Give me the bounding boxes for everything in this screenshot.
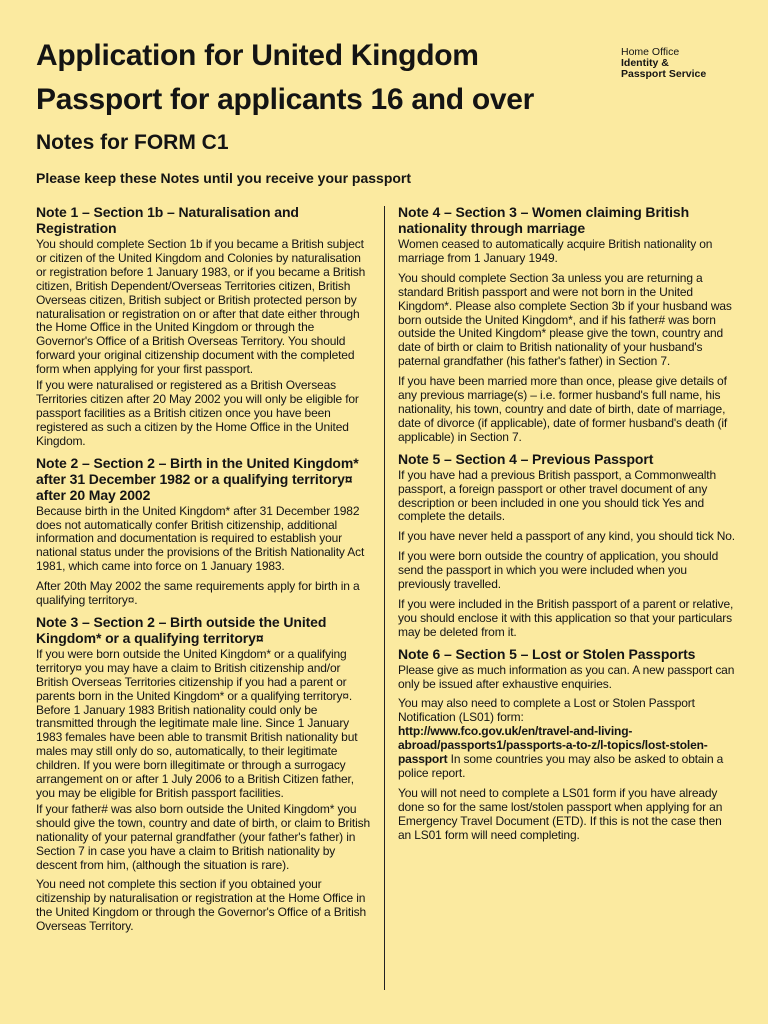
- note-5-paragraph-2: If you have never held a passport of any kind, you should tick No.: [398, 529, 735, 544]
- left-column: [36, 204, 370, 940]
- note-1: [36, 204, 370, 449]
- note-6-paragraph-1: Please give as much information as you can. A new passport can only be issued after exhaustive enquiries.: [398, 662, 735, 691]
- note-6-paragraph-2: [398, 697, 736, 780]
- note-3: [36, 614, 370, 934]
- note-1-paragraph-2: If you were naturalised or registered as a British Overseas Territories citizen after 20 May 2002 you will only be eligible for passport facilities as a British citizen once you have been registered as such a citizen by the Home Office in the United Kingdom.: [36, 378, 359, 448]
- note-4-paragraph-2: You should complete Section 3a unless you are returning a standard British passport and were not born in the United Kingdom*. Please also complete Section 3b if your husband was born outside the United Kingdom*, and if his father# was born outside the United Kingdom* please give the town, country and date of birth or claim to British nationality of your husband's paternal grandfather (his father's father) in Section 7.: [398, 270, 732, 369]
- note-2-paragraph-1: Because birth in the United Kingdom* after 31 December 1982 does not automatically confer British citizenship, additional information and documentation is required to establish your national status under the provisions of the British Nationality Act 1981, which came into force on 1 January 1983.: [36, 503, 365, 574]
- note-2-paragraph-2: After 20th May 2002 the same requirements apply for birth in a qualifying territory¤.: [36, 579, 360, 608]
- note-4: [398, 204, 736, 445]
- note-6-paragraph-2-after: In some countries you may also be asked to obtain a police report.: [398, 752, 724, 780]
- note-5-paragraph-3: If you were born outside the country of application, you should send the passport in which you were included when you previously travelled.: [398, 549, 719, 592]
- note-5-paragraph-4: If you were included in the British passport of a parent or relative, you should enclose it with this application so that your particulars may be deleted from it.: [398, 596, 734, 639]
- title-line-2: Passport for applicants 16 and over: [36, 83, 534, 116]
- note-1-paragraph-1: You should complete Section 1b if you became a British subject or citizen of the United Kingdom and Colonies by naturalisation or registration before 1 January 1983, or if you became a British citizen, British Dependent/Overseas Territories citizen, British Overseas citizen, British subject or British protected person by naturalisation or registration on or after that date either through the Home Office in the United Kingdom or through the Governor's Office of a British Overseas Territory. You should forward your original citizenship document with the completed form when applying for your first passport.: [36, 237, 366, 377]
- note-5-paragraph-1: If you have had a previous British passport, a Commonwealth passport, a foreign passport or other travel document of any description or been included in one you should tick Yes and complete the details.: [398, 467, 716, 524]
- note-4-paragraph-1: Women ceased to automatically acquire British nationality on marriage from 1 January 1949.: [398, 237, 713, 265]
- home-office-logo: [621, 47, 751, 80]
- note-2-heading: Note 2 – Section 2 – Birth in the United Kingdom* after 31 December 1982 or a qualifying territory¤ after 20 May 2002: [36, 454, 359, 503]
- page-title: [36, 34, 596, 122]
- note-5-heading: Note 5 – Section 4 – Previous Passport: [398, 450, 654, 467]
- logo-line-1: Home Office: [621, 46, 680, 58]
- logo-line-2: Identity &: [621, 57, 669, 69]
- note-6: [398, 646, 736, 843]
- note-3-paragraph-2: If your father# was also born outside the United Kingdom* you should give the town, country and date of birth, or claim to British nationality of your paternal grandfather (your father's father) in Section 7 in case you have a claim to British nationality by descent from him, (although the situation is rare).: [36, 801, 370, 872]
- note-3-paragraph-1: If you were born outside the United Kingdom* or a qualifying territory¤ you may have a claim to British citizenship and/or British Overseas Territories citizenship if you had a parent or parents born in the United Kingdom* or a qualifying territory¤. Before 1 January 1983 British nationality could only be transmitted through the legitimate male line. Since 1 January 1983 females have been able to transmit British nationality but males may still only do so, automatically, to their legitimate children. If you were born illegitimate or through a surrogacy arrangement on or after 1 July 2006 to a British Citizen father, you may be eligible for British passport facilities.: [36, 646, 358, 800]
- keep-notice: Please keep these Notes until you receive your passport: [36, 170, 412, 186]
- note-2: [36, 455, 370, 608]
- title-line-1: Application for United Kingdom: [36, 39, 479, 72]
- note-3-paragraph-3: You need not complete this section if you obtained your citizenship by naturalisation or registration at the Home Office in the United Kingdom or through the Governor's Office of a British Overseas Territory.: [36, 877, 366, 934]
- note-6-paragraph-2-text: You may also need to complete a Lost or Stolen Passport Notification (LS01) form:: [398, 696, 695, 725]
- note-3-heading: Note 3 – Section 2 – Birth outside the United Kingdom* or a qualifying territory¤: [36, 613, 327, 646]
- note-1-heading: Note 1 – Section 1b – Naturalisation and Registration: [36, 204, 299, 236]
- note-6-heading: Note 6 – Section 5 – Lost or Stolen Passports: [398, 645, 696, 662]
- right-column: [398, 204, 736, 849]
- column-divider: [384, 206, 385, 990]
- lost-stolen-passport-link[interactable]: http://www.fco.gov.uk/en/travel-and-living-abroad/passports1/passports-a-to-z/l-topics/lost-stolen-passport: [398, 724, 708, 767]
- note-4-heading: Note 4 – Section 3 – Women claiming British nationality through marriage: [398, 204, 690, 236]
- logo-line-3: Passport Service: [621, 68, 707, 80]
- note-5: [398, 451, 736, 640]
- note-6-paragraph-3: You will not need to complete a LS01 form if you have already done so for the same lost/stolen passport when applying for an Emergency Travel Document (ETD). If this is not the case then an LS01 form will need completing.: [398, 785, 723, 842]
- note-4-paragraph-3: If you have been married more than once, please give details of any previous marriage(s) – i.e. former husband's full name, his nationality, his town, country and date of birth, date of marriage, date of divorce (if applicable), date of former husband's death (if applicable) in Section 7.: [398, 374, 728, 444]
- form-subtitle: Notes for FORM C1: [36, 131, 229, 154]
